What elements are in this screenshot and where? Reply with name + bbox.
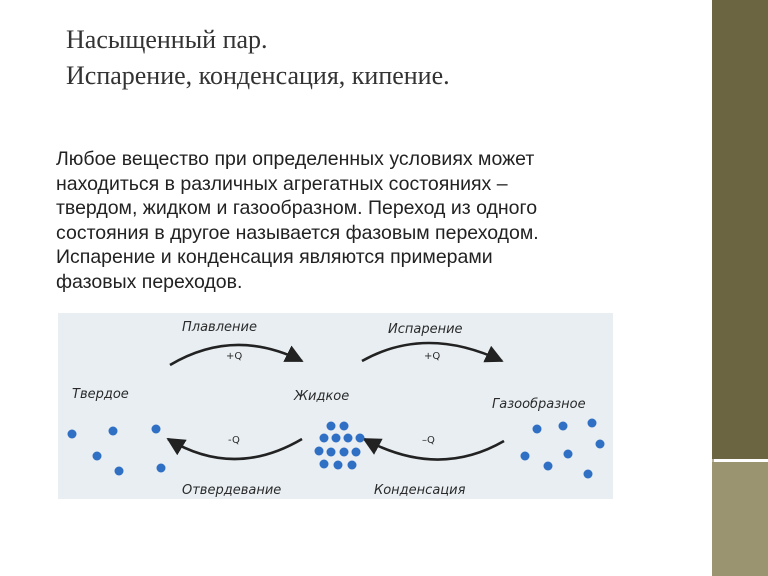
body-line-4: состояния в другое называется фазовым переходом. [56, 221, 539, 244]
solid-particles [68, 425, 166, 476]
body-line-2: находиться в различных агрегатных состояниях – [56, 172, 508, 195]
liquid-particle [320, 460, 329, 469]
liquid-particle [332, 434, 341, 443]
slide-title [66, 22, 450, 94]
body-line-6: фазовых переходов. [56, 270, 243, 293]
gas-particles [521, 419, 605, 479]
gas-state-label: Газообразное [492, 397, 586, 412]
liquid-particle [352, 448, 361, 457]
liquid-particle [340, 422, 349, 431]
condensation-label: Конденсация [374, 483, 466, 498]
side-bar-dark-block [712, 0, 768, 459]
title-line-1: Насыщенный пар. [66, 25, 268, 54]
phase-transition-diagram [58, 313, 613, 499]
gas-particle [588, 419, 597, 428]
solid-state-label: Твердое [72, 387, 129, 402]
solidification-label: Отвердевание [182, 483, 282, 498]
liquid-state-label: Жидкое [294, 389, 350, 404]
gas-particle [564, 450, 573, 459]
liquid-particle [320, 434, 329, 443]
liquid-particle [340, 448, 349, 457]
liquid-particle [348, 461, 357, 470]
gas-particle [596, 440, 605, 449]
liquid-particle [327, 422, 336, 431]
solid-particle [109, 427, 118, 436]
gas-particle [533, 425, 542, 434]
liquid-particle [315, 447, 324, 456]
phase-diagram-svg [58, 313, 613, 499]
condensation-q-label: –Q [422, 435, 435, 446]
solid-particle [68, 430, 77, 439]
liquid-particle [334, 461, 343, 470]
liquid-particle [344, 434, 353, 443]
solid-particle [93, 452, 102, 461]
body-line-1: Любое вещество при определенных условиях может [56, 148, 535, 170]
solid-particle [152, 425, 161, 434]
solidification-q-label: -Q [228, 435, 240, 446]
melting-q-label: +Q [226, 351, 243, 362]
body-line-5: Испарение и конденсация являются примерами [56, 246, 493, 268]
side-decoration-bar [712, 0, 768, 576]
title-line-2: Испарение, конденсация, кипение. [66, 61, 450, 90]
solid-particle [157, 464, 166, 473]
solid-particle [115, 467, 124, 476]
evaporation-q-label: +Q [424, 351, 441, 362]
liquid-particles [315, 422, 365, 470]
body-line-3: твердом, жидком и газообразном. Переход из одного [56, 197, 538, 219]
gas-particle [521, 452, 530, 461]
melting-label: Плавление [182, 320, 257, 335]
evaporation-label: Испарение [388, 322, 463, 337]
gas-particle [544, 462, 553, 471]
liquid-particle [356, 434, 365, 443]
body-paragraph [56, 147, 696, 294]
gas-particle [559, 422, 568, 431]
side-bar-light-block [712, 462, 768, 576]
gas-particle [584, 470, 593, 479]
liquid-particle [327, 448, 336, 457]
